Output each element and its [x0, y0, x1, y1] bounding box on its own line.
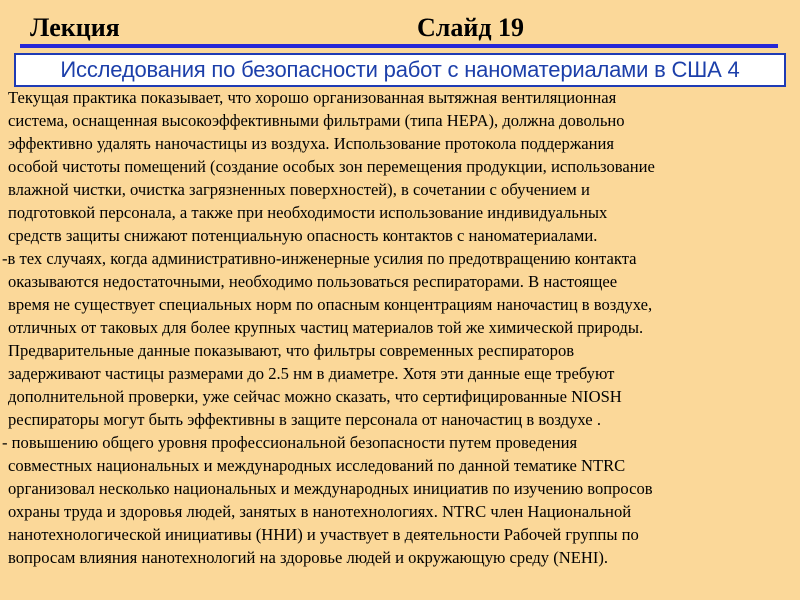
body-line: вопросам влияния нанотехнологий на здоровье людей и окружающую среду (NEHI). — [8, 548, 609, 567]
slide-number-label: Слайд 19 — [417, 13, 524, 42]
body-line: оказываются недостаточными, необходимо пользоваться респираторами. В настоящее — [8, 272, 618, 291]
body-line: охраны труда и здоровья людей, занятых в нанотехнологиях. NTRC член Национальной — [8, 502, 632, 521]
body-line: организовал несколько национальных и международных инициатив по изучению вопросов — [8, 479, 653, 498]
slide-header — [0, 0, 800, 46]
body-line: время не существует специальных норм по опасным концентрациям наночастиц в воздухе, — [8, 295, 653, 314]
body-line: - повышению общего уровня профессиональной безопасности путем проведения — [2, 433, 578, 452]
body-line: совместных национальных и международных исследований по данной тематике NTRC — [8, 456, 626, 475]
body-line: нанотехнологической инициативы (ННИ) и участвует в деятельности Рабочей группы по — [8, 525, 639, 544]
body-line: особой чистоты помещений (создание особых зон перемещения продукции, использование — [8, 157, 655, 176]
body-line: влажной чистки, очистка загрязненных поверхностей), в сочетании с обучением и — [8, 180, 590, 199]
slide-title: Исследования по безопасности работ с наноматериалами в США 4 — [60, 57, 740, 82]
body-line: -в тех случаях, когда административно-инженерные усилия по предотвращению контакта — [2, 249, 637, 268]
body-line: отличных от таковых для более крупных частиц материалов той же химической природы. — [8, 318, 644, 337]
body-line: система, оснащенная высокоэффективными фильтрами (типа HEPA), должна довольно — [8, 111, 625, 130]
body-line: Предварительные данные показывают, что фильтры современных респираторов — [8, 341, 575, 360]
body-line: дополнительной проверки, уже сейчас можно сказать, что сертифицированные NIOSH — [8, 387, 622, 406]
body-line: средств защиты снижают потенциальную опасность контактов с наноматериалами. — [8, 226, 598, 245]
slide-title-box — [14, 53, 786, 87]
body-line: подготовкой персонала, а также при необходимости использование индивидуальных — [8, 203, 608, 222]
header-divider — [20, 44, 778, 48]
lecture-label: Лекция — [30, 13, 120, 42]
body-line: эффективно удалять наночастицы из воздуха. Использование протокола поддержания — [8, 134, 615, 153]
body-line: респираторы могут быть эффективны в защите персонала от наночастиц в воздухе . — [8, 410, 601, 429]
body-line: задерживают частицы размерами до 2.5 нм в диаметре. Хотя эти данные еще требуют — [8, 364, 615, 383]
body-line: Текущая практика показывает, что хорошо организованная вытяжная вентиляционная — [8, 88, 617, 107]
